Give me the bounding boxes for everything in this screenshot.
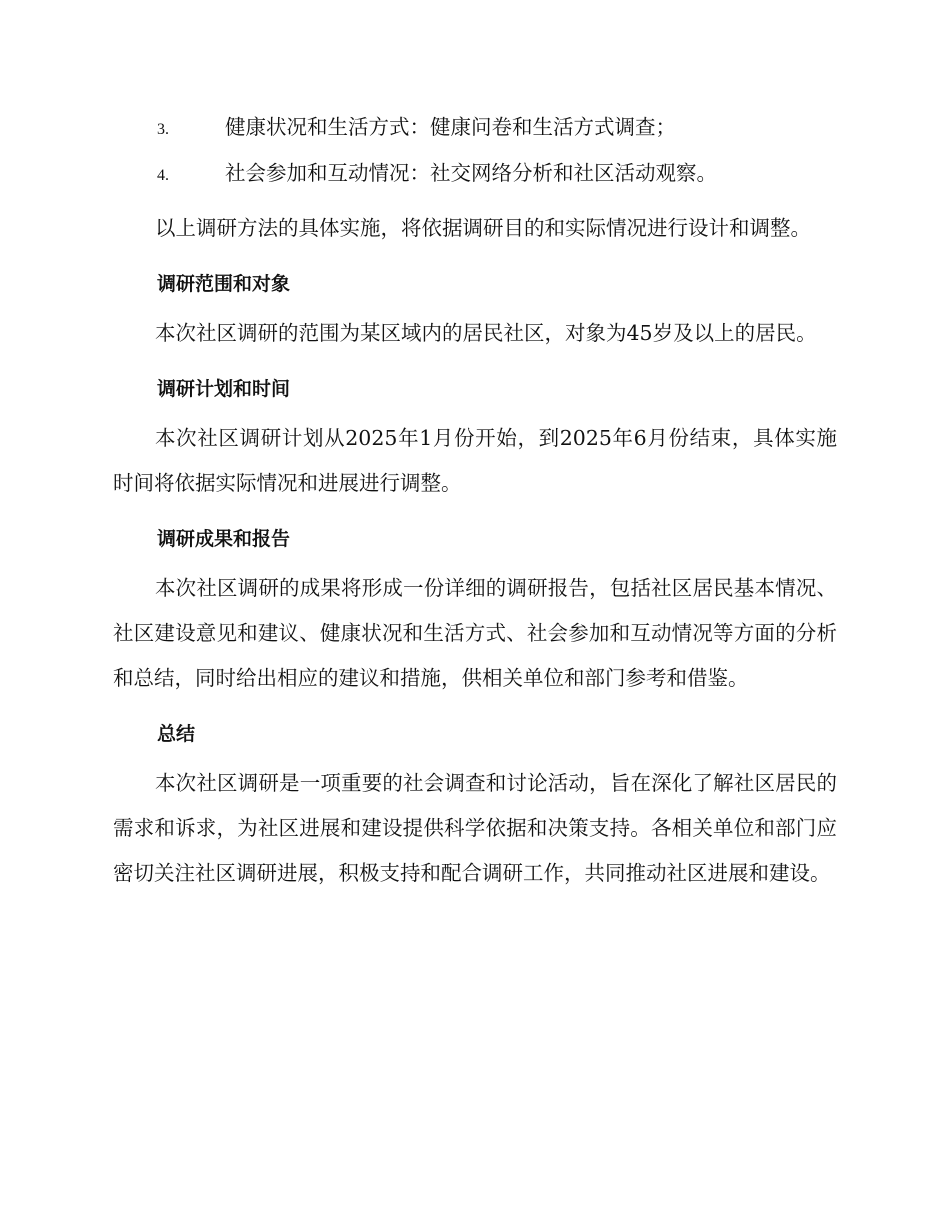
section-results bbox=[113, 516, 837, 701]
section-schedule bbox=[113, 366, 837, 506]
section-body: 本次社区调研的成果将形成一份详细的调研报告，包括社区居民基本情况、社区建设意见和建议、健康状况和生活方式、社会参加和互动情况等方面的分析和总结，同时给出相应的建议和措施，供相关单位和部门参考和借鉴。 bbox=[113, 576, 837, 690]
list-number: 3. bbox=[157, 121, 169, 138]
list-number: 4. bbox=[157, 167, 169, 184]
list-text: 健康状况和生活方式：健康问卷和生活方式调查； bbox=[225, 115, 676, 139]
section-heading: 调研成果和报告 bbox=[157, 528, 291, 550]
section-summary bbox=[113, 711, 837, 896]
list-item bbox=[113, 150, 837, 196]
intro-paragraph: 以上调研方法的具体实施，将依据调研目的和实际情况进行设计和调整。 bbox=[155, 216, 811, 240]
section-heading: 总结 bbox=[157, 723, 196, 745]
section-heading: 调研计划和时间 bbox=[157, 378, 291, 400]
list-text: 社会参加和互动情况：社交网络分析和社区活动观察。 bbox=[225, 161, 717, 185]
section-body: 本次社区调研的范围为某区域内的居民社区，对象为45岁及以上的居民。 bbox=[155, 321, 817, 345]
section-body: 本次社区调研计划从2025年1月份开始，到2025年6月份结束，具体实施时间将依据实际情况和进展进行调整。 bbox=[113, 426, 837, 495]
section-heading: 调研范围和对象 bbox=[157, 273, 291, 295]
list-item bbox=[113, 104, 837, 150]
section-scope bbox=[113, 261, 837, 356]
section-body: 本次社区调研是一项重要的社会调查和讨论活动，旨在深化了解社区居民的需求和诉求，为社区进展和建设提供科学依据和决策支持。各相关单位和部门应密切关注社区调研进展，积极支持和配合调研工作，共同推动社区进展和建设。 bbox=[113, 771, 837, 885]
document-page bbox=[113, 104, 837, 896]
